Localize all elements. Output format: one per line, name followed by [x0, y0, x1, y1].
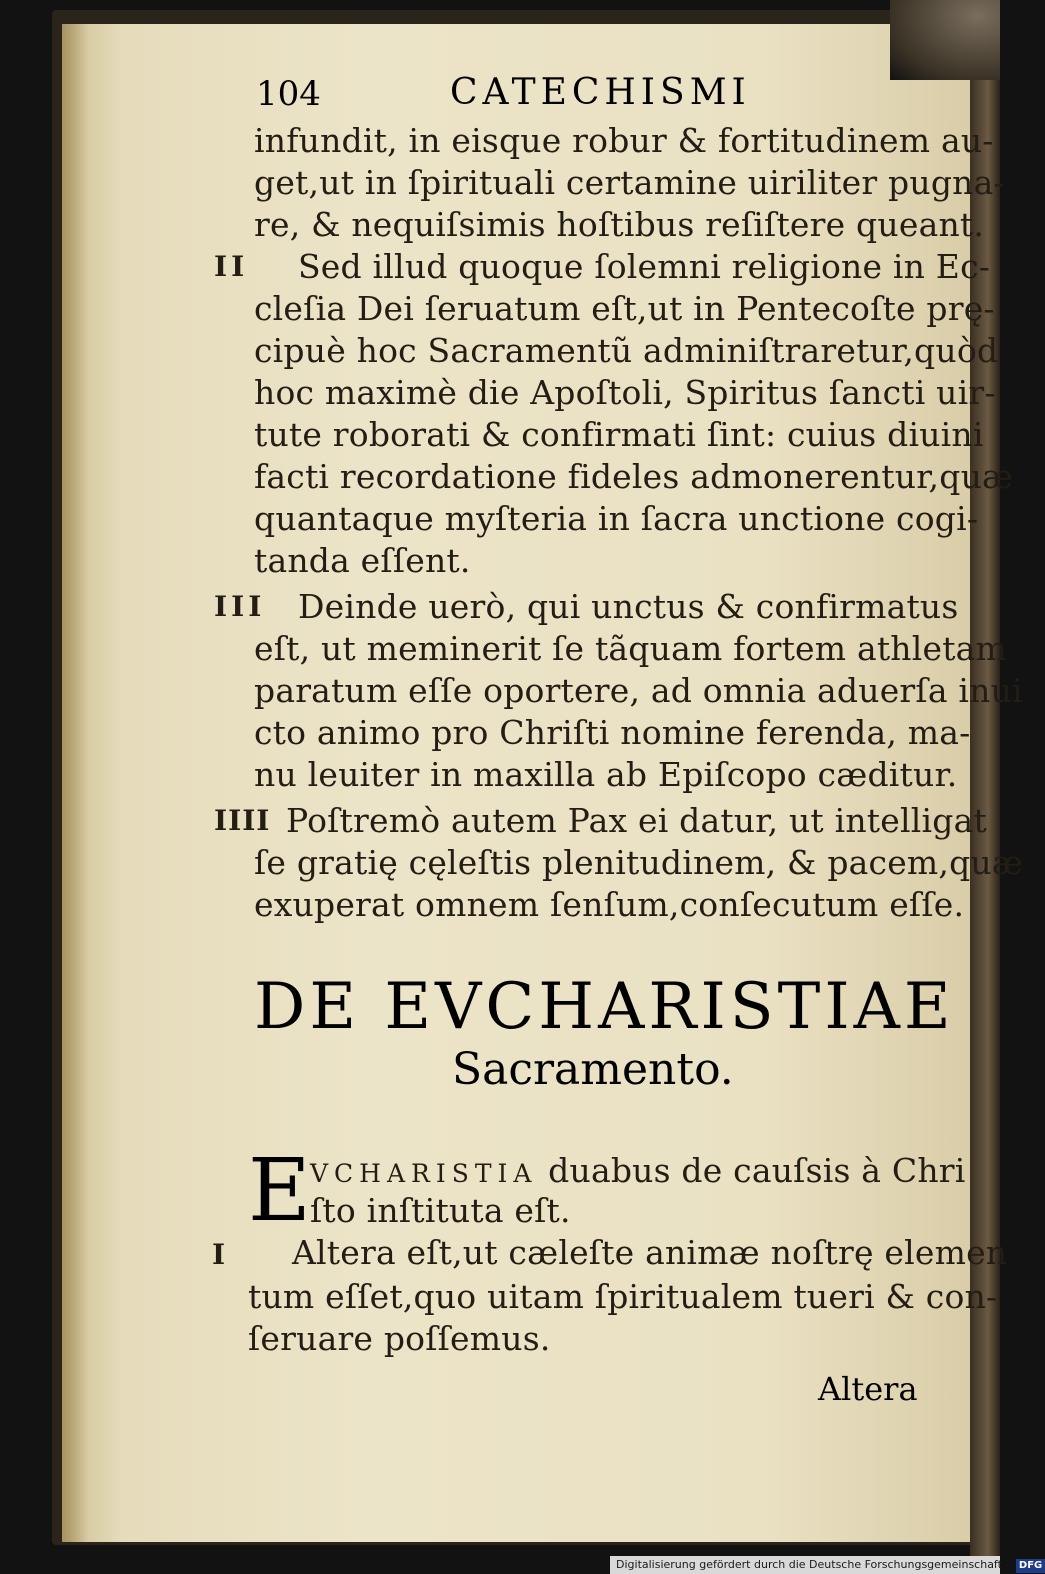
text-line: infundit, in eisque robur & fortitudinem au-	[254, 121, 994, 160]
footer-credit: Digitalisierung gefördert durch die Deutsche Forschungsgemeinschaft - DFG	[610, 1556, 1000, 1574]
text-line: ſeruare poſſemus.	[248, 1319, 551, 1358]
text-line: Deinde uerò, qui unctus & confirmatus	[298, 587, 959, 626]
text-line: cipuè hoc Sacramentũ adminiſtraretur,quòd	[254, 331, 999, 370]
text-line: get,ut in ſpirituali certamine uiriliter pugna-	[254, 163, 1005, 202]
running-title: CATECHISMI	[450, 72, 751, 113]
text-line: tanda eſſent.	[254, 541, 471, 580]
section-title: DE EVCHARISTIAE	[254, 970, 955, 1044]
text-line: nu leuiter in maxilla ab Epiſcopo cæditur.	[254, 755, 958, 794]
text-line: Sed illud quoque ſolemni religione in Ec-	[298, 247, 991, 286]
margin-numeral: II	[214, 250, 249, 283]
text-line: eſt, ut meminerit ſe tãquam fortem athletam	[254, 629, 1008, 668]
catchword: Altera	[818, 1370, 918, 1408]
dfg-logo: DFG	[1016, 1559, 1045, 1573]
smallcaps-word: VCHARISTIA	[310, 1159, 538, 1188]
page-number: 104	[256, 74, 321, 114]
text-line: cleſia Dei ſeruatum eſt,ut in Pentecoſte prę-	[254, 289, 995, 328]
text-line: Altera eſt,ut cæleſte animæ noſtrę elemen	[292, 1233, 1008, 1272]
text-line: ſe gratię cęleſtis plenitudinem, & pacem,quæ	[254, 843, 1024, 882]
text-line: exuperat omnem ſenſum,conſecutum eſſe.	[254, 885, 965, 924]
margin-numeral: IIII	[214, 804, 271, 837]
footer-text: Digitalisierung gefördert durch die Deutsche Forschungsgemeinschaft	[616, 1558, 1002, 1571]
text-line: cto animo pro Chriſti nomine ferenda, ma-	[254, 713, 971, 752]
text-line: hoc maximè die Apoſtoli, Spiritus ſancti uir-	[254, 373, 996, 412]
text-line: paratum eſſe oportere, ad omnia aduerſa inui	[254, 671, 1023, 710]
text-line: quantaque myſteria in ſacra unctione cogi-	[254, 499, 979, 538]
scan-corner	[890, 0, 1000, 80]
text-line: tum eſſet,quo uitam ſpiritualem tueri & con-	[248, 1277, 998, 1316]
text-line: Poſtremò autem Pax ei datur, ut intelligat	[286, 801, 987, 840]
margin-numeral: I	[212, 1238, 230, 1271]
text-span: duabus de cauſsis à Chri	[548, 1151, 966, 1190]
margin-numeral: III	[214, 590, 266, 623]
binding-shadow	[62, 24, 88, 1542]
text-line	[310, 1151, 966, 1190]
text-line: tute roborati & confirmati ſint: cuius diuini	[254, 415, 984, 454]
drop-cap: E	[248, 1141, 311, 1241]
text-line: re, & nequiſsimis hoſtibus reſiſtere queant.	[254, 205, 985, 244]
section-subtitle: Sacramento.	[452, 1044, 734, 1095]
text-line: ſto inſtituta eſt.	[310, 1191, 571, 1230]
text-line: facti recordatione fideles admonerentur,quæ	[254, 457, 1014, 496]
